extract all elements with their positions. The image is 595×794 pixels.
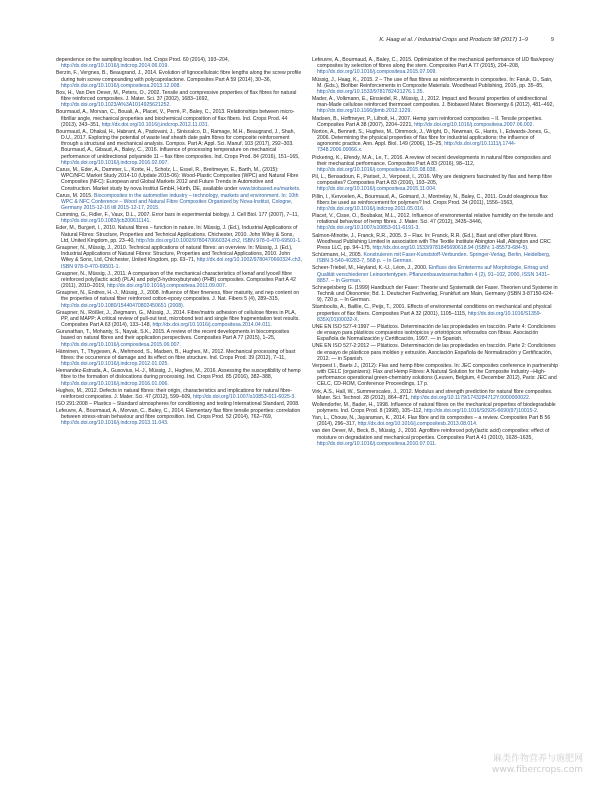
reference-text: Lefeuvre, A., Bourmaud, A., Baley, C., 2015. Optimization of the mechanical performance of UD flax/epoxy composites by selection of fibres along the stem. Composites Part A 77 (2015), 204–208, — [312, 57, 554, 70]
reference-text: Bourmaud, A., Dhakal, H., Habrant, A., Padovani, J., Siniscalco, D., Ramage, M.H., Beaugrand, J., Shah, D.U., 2017. Exploring the potential of waste leaf sheath date palm fibres for composite reinforcement through a structural and mechanical analysis. Compos. Part A: Appl. Sci. Manuf. 103 (2017), 292–303. Bourmaud, A., Gibaud, A., Baley, C., 2016. Influence of processing temperature on mechanical performance of unidirectional polyamide 11 – flax fibre composites. Ind. Crops Prod. 84 (2016), 151–165, — [56, 128, 300, 160]
reference-entry — [312, 57, 558, 76]
reference-doi-link[interactable]: Einfluss des Ernteterms auf Morphologie, Ertrag und Qualität verschiedener Leinsortentypen. Pflanzenbauwissenschaften 4 (2), 91–102, 2000, ISSN 1431–8857. – In German. — [317, 265, 550, 284]
reference-entry — [312, 213, 558, 232]
reference-entry — [56, 90, 302, 109]
reference-entry — [312, 402, 558, 414]
reference-doi-link[interactable]: http://dx.doi.org/10.1016/j.compositesa.2015.08.038. — [317, 166, 437, 173]
running-header — [56, 35, 554, 45]
reference-entry — [56, 349, 302, 368]
reference-entry — [312, 415, 558, 427]
reference-text: Stamboulis, A., Baillie, C., Peijs, T., 2001. Effects of environmental conditions on mechanical and physical properties of flax fibers. Composites Part A 32 (2001), 1105–1115, — [312, 304, 552, 317]
reference-entry — [312, 324, 558, 343]
reference-text: UNE EN ISO 527-4:1997 — Plásticos. Determinación de las propiedades en tracción. Parte 4: Condiciones de ensayo para plásticos compuestos isotrópicos y ortotrópicos reforzados con fibras. Asociación Española de Normalización y Certificación, 1997. — in Spanish. — [312, 323, 556, 343]
reference-entry — [56, 271, 302, 290]
reference-text: Norton, A., Bennett, S., Hughes, M., Dimmock, J., Wright, D., Newman, G., Harris, I., Edwards-Jones, G., 2006. Determining the physical properties of flax fibre for industrial applications: the influence of agronomic practice. Ann. Appl. Biol. 149 (2006), 15–25, — [312, 128, 551, 148]
watermark-url: www.fibercrops.com — [492, 765, 583, 775]
reference-entry — [312, 96, 558, 115]
reference-text: Graupner, N., Rößler, J., Ziegmann, G., Müssig, J., 2014. Fibre/matrix adhesion of cellulose fibres in PLA, PP, and MAPP: A critical review of pull-out test, microbond test and single fibre fragmentation test results. Composites Part A 63 (2014), 133–148, — [56, 309, 300, 329]
reference-text: Mader, A., Volkmann, E., Einsiedel, R., Müssig, J., 2012. Impact and flexural properties of unidirectional man-Made cellulose reinforced thermoset composites. J. Biobased Mater. Bioenergy 6 (2012), 481–492, — [312, 96, 554, 109]
reference-text: Berzin, F., Vergnes, B., Beaugrand, J., 2014. Evolution of lignocellulosic fibre lengths along the screw profile during twin screw compounding with polycaprolactone. Composites Part A 59 (2014), 30–36, — [56, 70, 302, 83]
references-column-left — [56, 57, 302, 428]
reference-text: Hughes, M., 2012. Defects in natural fibres: their origin, characteristics and implications for natural fibre-reinforced composites. J. Mater. Sci. 47 (2012), 599–609, — [56, 387, 293, 400]
reference-doi-link[interactable]: http://dx.doi.org/10.1111/j.1744-7348.2006.00066.x. — [317, 141, 516, 154]
reference-entry — [312, 265, 558, 284]
reference-text: Müssig, J., Haag, K., 2015. 2 – The use of flax fibres as reinforcements in composites. In: Faruk, O., Sain, M. (Eds.), Biofiber Reinforcements in Composite Materials. Woodhead Publishing, 2015, pp. 35–85, — [312, 76, 553, 89]
reference-entry — [56, 368, 302, 387]
reference-doi-link[interactable]: Biocomposites in the automotive industry – technology, markets and environment. In: 10th WPC & NFC Conference – Wood and Natural Fibre Composites Organized by Nova-Institut, Cologne, Germany 2015-12-16 till 2015-12-17, 2015. — [61, 192, 299, 212]
reference-doi-link[interactable]: Konstruieren mit Faser-Kunststoff-Verbunden. Springer-Verlag, Berlin, Heidelberg, ISBN 3-540-40283-7, 568 p. – In German. — [317, 252, 551, 265]
references-column-right — [312, 57, 558, 448]
reference-text: Graupner, N., Müssig, J., 2011. A comparison of the mechanical characteristics of kenaf and lyocell fibre reinforced poly(lactic acid) (PLA) and poly(3-hydroxybutyrate) (PHB) composites. Composites Part A 42 (2011), 2010–2019, — [56, 270, 296, 290]
reference-text: Gurunathan, T., Mohanty, S., Nayak, S.K., 2015. A review of the recent developments in biocomposites based on natural fibres and their application perspectives. Composites Part A 77 (2015), 1–25, — [56, 329, 290, 342]
reference-entry — [56, 408, 302, 427]
reference-entry — [312, 77, 558, 96]
reference-doi-link[interactable]: http://dx.doi.org/10.1533/9781782421276.1.35. — [317, 88, 424, 95]
reference-text: Bourmaud, A., Morvan, C., Bouali, A., Placet, V., Perré, P., Baley, C., 2013. Relationships between micro-fibrillar angle, mechanical properties and biochemical composition of flax fibers. Ind. Crops Prod. 44 (2013), 343–351, — [56, 109, 295, 128]
reference-text: Graupner, N., Endres, H.-J., Müssig, J., 2008. Influence of fiber fineness, fiber maturity, and nep content on the properties of natural fiber reinforced cotton-epoxy composites. J. Nat. Fibers 5 (4), 289–315, — [56, 290, 300, 303]
reference-text: Hänninen, T., Thygesen, A., Mehmood, S., Madsen, B., Hughes, M., 2012. Mechanical processing of bast fibres: the occurrence of damage and its effect on fibre structure. Ind. Crops Prod. 39 (2012), 7–11, — [56, 348, 296, 361]
reference-entry — [312, 116, 558, 128]
reference-text: Eder, M., Burgert, I., 2010. Natural fibres – function in nature. In: Müssig, J. (Ed.), Industrial Applications of Natural Fibres: Structure, Properties and Technical Applications. Chichester, 2010. John Wiley & Sons, Ltd, United Kingdom, pp. 23–40, — [56, 225, 298, 244]
reference-doi-link[interactable]: http://dx.doi.org/10.1007/s10853-011-6025-3. — [193, 393, 296, 400]
reference-doi-link[interactable]: http://dx.doi.org/10.1016/j.indcrop.2016.02.007. — [61, 159, 169, 166]
reference-entry — [312, 343, 558, 362]
site-watermark — [492, 754, 583, 776]
reference-doi-link[interactable]: http://dx.doi.org/10.1016/j.compositesa.2014.04.011. — [152, 322, 272, 329]
reference-doi-link[interactable]: http://dx.doi.org/10.1016/j.indcrop.2012.11.031. — [101, 121, 209, 128]
reference-entry — [56, 225, 302, 244]
reference-doi-link[interactable]: http://dx.doi.org/10.1016/j.indcrop.2012.01.025. — [61, 361, 169, 368]
reference-entry — [56, 57, 302, 69]
reference-doi-link[interactable]: http://dx.doi.org/10.1016/j.compositesa.2015.07.009. — [317, 69, 437, 76]
reference-entry — [312, 428, 558, 447]
reference-entry — [56, 388, 302, 400]
reference-text: Hernandez-Estrada, A., Gusovius, H.-J., Müssig, J., Hughes, M., 2016. Assessing the susceptibility of hemp fibre to the formation of dislocations during processing. Ind. Crops Prod. 85 (2016), 382–388, — [56, 368, 301, 381]
reference-doi-link[interactable]: http://dx.doi.org/10.1016/j.indcrop.2016.01.006. — [61, 380, 169, 387]
reference-text: Pil, L., Bensadoun, F., Pariset, J., Verpoest, I., 2016. Why are designers fascinated by flax and hemp fibre composites? Composites Part A 83 (2016), 193–205, — [312, 174, 553, 187]
reference-doi-link[interactable]: http://dx.doi.org/10.1016/j.compositesa.2015.11.004. — [317, 186, 437, 193]
reference-doi-link[interactable]: http://dx.doi.org/10.1080/15440470802450651 (2008). — [61, 302, 185, 309]
reference-entry — [312, 252, 558, 264]
reference-text: Virk, A.S., Hall, W., Summerscales, J., 2012. Modulus and strength prediction for natural fibre composites. Mater. Sci. Technol. 28 (2012), 864–871, — [312, 388, 553, 401]
reference-doi-link[interactable]: http://dx.doi.org/10.1016/j.indcrop.2014.06.019. — [61, 63, 169, 70]
reference-text: Carus, M. 2015. — [56, 192, 93, 199]
reference-text: Schürmann, H., 2005. — [312, 252, 363, 258]
reference-entry — [56, 245, 302, 270]
reference-text: Wollendorfer, M., Bader, H., 1998. Influence of natural fibres on the mechanical properties of biodegradable polymers. Ind. Crops Prod. 8 (1998), 105–112, — [312, 401, 556, 414]
reference-text: UNE EN ISO 527-2:2012 — Plásticos. Determinación de las propiedades en tracción. Parte 2: Condiciones de ensayo de plásticos para moldeo y extrusión. Asociación Española de Normalización y Certificación, 2012. — in Spanish. — [312, 343, 556, 362]
reference-doi-link[interactable]: http://dx.doi.org/10.1007/s10853-011-6191-3. — [317, 225, 420, 232]
reference-entry — [56, 70, 302, 89]
reference-text: Yan, L., Chouw, N., Jayaraman, K., 2014. Flax fibre and its composites – a review. Composites Part B 56 (2014), 296–317, — [312, 415, 551, 428]
reference-text: Graupner, N., Müssig, J., 2010. Technical applications of natural fibres: an overview. In: Müssig, J. (Ed.), Industrial Applications of Natural Fibres: Structure, Properties and Technical Applications, 2010. John Wiley & Sons, Ltd, Chichester, United Kingdom, pp. 63–71, — [56, 244, 293, 264]
reference-entry — [312, 129, 558, 154]
watermark-title: 麻类作物营养与施肥网 — [492, 754, 583, 764]
reference-text: Salmon-Minotte, J., Franck, R.R., 2005. 3 – Flax. In: Franck, R.R. (Ed.), Bast and other plant fibres. Woodhead Publishing Limited in association with The Textile Institute Abington Hall, Abington and CRC Press LLC, pp. 94–175, — [312, 232, 551, 251]
reference-doi-link[interactable]: http://dx.doi.org/10.1083/jcb200611141. — [61, 218, 151, 225]
reference-entry — [56, 109, 302, 128]
reference-text: Lefeuvre, A., Bourmaud, A., Morvan, C., Baley, C., 2014. Elementary flax fibre tensile properties: correlation between stress-strain behaviour and fibre composition. Ind. Crops Prod. 52 (2014), 762–769, — [56, 408, 301, 421]
reference-text: Schnegelsberg G. (1999) Handbuch der Faser: Theorie und Systematik der Faser. Theorien und Systeme in Technik und Ökonomie; Bd. 1. Deutscher Fachverlag, Frankfurt am Main, Germany (ISBN 3-87150-624-9), 720 p. – In German. — [312, 284, 558, 304]
reference-doi-link[interactable]: http://dx.doi.org/10.1016/j.compositesa.2011.09.007. — [106, 283, 227, 290]
reference-doi-link[interactable]: http://dx.doi.org/10.1023/A%3A1014925621252. — [61, 102, 171, 109]
reference-doi-link[interactable]: http://dx.doi.org/10.1016/S1359-835X(01)00032-X. — [317, 310, 542, 323]
reference-text: Pickering, K., Efendy, M.A., Le, T., 2016. A review of recent developments in natural fibre composites and their mechanical performance. Composites Part A 83 (2016), 98–112, — [312, 154, 551, 167]
reference-entry — [56, 401, 302, 407]
reference-entry — [312, 194, 558, 213]
reference-text: Verpoest I., Baets J., (2012): Flax and hemp fibre composites. In: JEC composites conference in partnership with CELC (organizers): Flax and Hemp Fibres: A Natural Solution for the Composite Industry –High-performance operational green-chemistry solutions (Leuven, Belgium, 4 December 2012), Paris: JEC and CELC, CD-ROM, Conference Proceedings, 17 p. — [312, 362, 559, 388]
reference-text: Pillin, I., Kervoelen, A., Bourmaud, A., Goimard, J., Montrelay, N., Baley, C., 2011. Could oleaginous flax fibers be used as reinforcement for polymers? Ind. Crops Prod. 34 (2011), 1556–1563, — [312, 193, 548, 206]
reference-entry — [56, 167, 302, 192]
reference-entry — [312, 233, 558, 252]
reference-text: ISO 291:2008 – Plastics – Standard atmospheres for conditioning and testing International Standard, 2008. — [56, 400, 300, 407]
reference-entry — [312, 363, 558, 388]
reference-doi-link[interactable]: http://dx.doi.org/10.1002/9780470660324.ch2, ISBN 978-0-470-69501-1. — [136, 237, 302, 244]
reference-entry — [56, 290, 302, 309]
reference-text: Cumming, G., Fidler, F., Vaux, D.L., 2007. Error bars in experimental biology. J. Cell Biol. 177 (2007), 7–11, — [56, 212, 299, 219]
reference-entry — [312, 389, 558, 401]
reference-entry — [56, 193, 302, 212]
reference-text: Placet, V., Cisse, O., Boubakar, M.L., 2012. Influence of environmental relative humidity on the tensile and rotational behaviour of hemp fibres. J. Mater. Sci. 47 (2012), 3435–3446, — [312, 213, 553, 226]
journal-citation: K. Haag et al. / Industrial Crops and Products 98 (2017) 1–9 — [379, 37, 528, 43]
reference-entry — [56, 310, 302, 329]
reference-entry — [56, 129, 302, 166]
reference-entry — [312, 285, 558, 304]
reference-doi-link[interactable]: http://dx.doi.org/10.1016/j.compositesa.2013.12.008. — [61, 82, 181, 89]
reference-text: Madsen, B., Hoffmeyer, P., Lilholt, H., 2007. Hemp yarn reinforced composites – II. Tensile properties. Composites Part A 38 (2007), 2204–2221, — [312, 115, 543, 128]
reference-doi-link[interactable]: http://dx.doi.org/10.1016/S0926-6690(97)10015-2. — [424, 408, 539, 414]
reference-text: Carus, M., Eder, A., Dammer, L., Korte, H., Scholz, L., Essel, R., Breitmeyer, E., Barth, M., (2015): WPC/NFC Market Study 2014-10 (Update 2015-06): Wood-Plastic Composites (WPC) and Natural Fibre Composites (NFC): European and Global Markets 2012 and Future Trends in Automotive and Construction. Market study by nova Institut GmbH, Hürth, DE, available under — [56, 166, 299, 192]
reference-doi-link[interactable]: www.biobased.eu/markets. — [239, 185, 301, 192]
reference-doi-link[interactable]: http://dx.doi.org/10.1002/9780470660324.ch3, ISBN 978-0-470-69501-1. — [61, 257, 302, 270]
reference-doi-link[interactable]: http://dx.doi.org/10.1016/j.compositesa.2007.06.002. — [414, 121, 534, 128]
reference-text: van den Oever, M., Beck, B., Müssig, J., 2010. Agrofibre reinforced poly(lactic acid) composites: effect of moisture on degradation and mechanical properties. Composites Part A 41 (2010), 1628–1635, — [312, 428, 550, 441]
reference-text: Scheer-Triebel, M., Heyland, K.-U., Léon, J., 2000. — [312, 265, 428, 272]
reference-doi-link[interactable]: http://dx.doi.org/10.1179/1743284712Y.0000000022. — [410, 394, 531, 401]
reference-doi-link[interactable]: http://dx.doi.org/10.1533/9781845690618.94 (ISBN: 1-85573-684-5). — [372, 244, 529, 251]
reference-entry — [312, 304, 558, 323]
reference-doi-link[interactable]: http://dx.doi.org/10.1016/j.indcrop.2011.05.016. — [317, 205, 425, 212]
reference-doi-link[interactable]: http://dx.doi.org/10.1016/j.compositesa.2015.06.007. — [61, 341, 181, 348]
reference-doi-link[interactable]: http://dx.doi.org/10.1016/j.indcrop.2013.11.043. — [61, 420, 169, 427]
page-number: 9 — [550, 37, 554, 43]
reference-doi-link[interactable]: http://dx.doi.org/10.1166/jbmb.2012.1229. — [317, 108, 412, 115]
reference-text: Bos, H., Van Den Oever, M., Peters, O., 2002. Tensile and compressive properties of flax fibres for natural fibre reinforced composites. J. Mater. Sci. 37 (2002), 1683–1692, — [56, 89, 297, 102]
reference-entry — [312, 155, 558, 174]
reference-entry — [56, 329, 302, 348]
reference-entry — [312, 174, 558, 193]
reference-entry — [56, 212, 302, 224]
reference-doi-link[interactable]: http://dx.doi.org/10.1016/j.compositesb.2013.08.014. — [357, 421, 478, 428]
reference-text: dependence on the sampling location. Ind. Crops Prod. 60 (2014), 193–204, — [56, 57, 230, 63]
reference-doi-link[interactable]: http://dx.doi.org/10.1016/j.compositesa.2010.07.011. — [317, 440, 437, 447]
